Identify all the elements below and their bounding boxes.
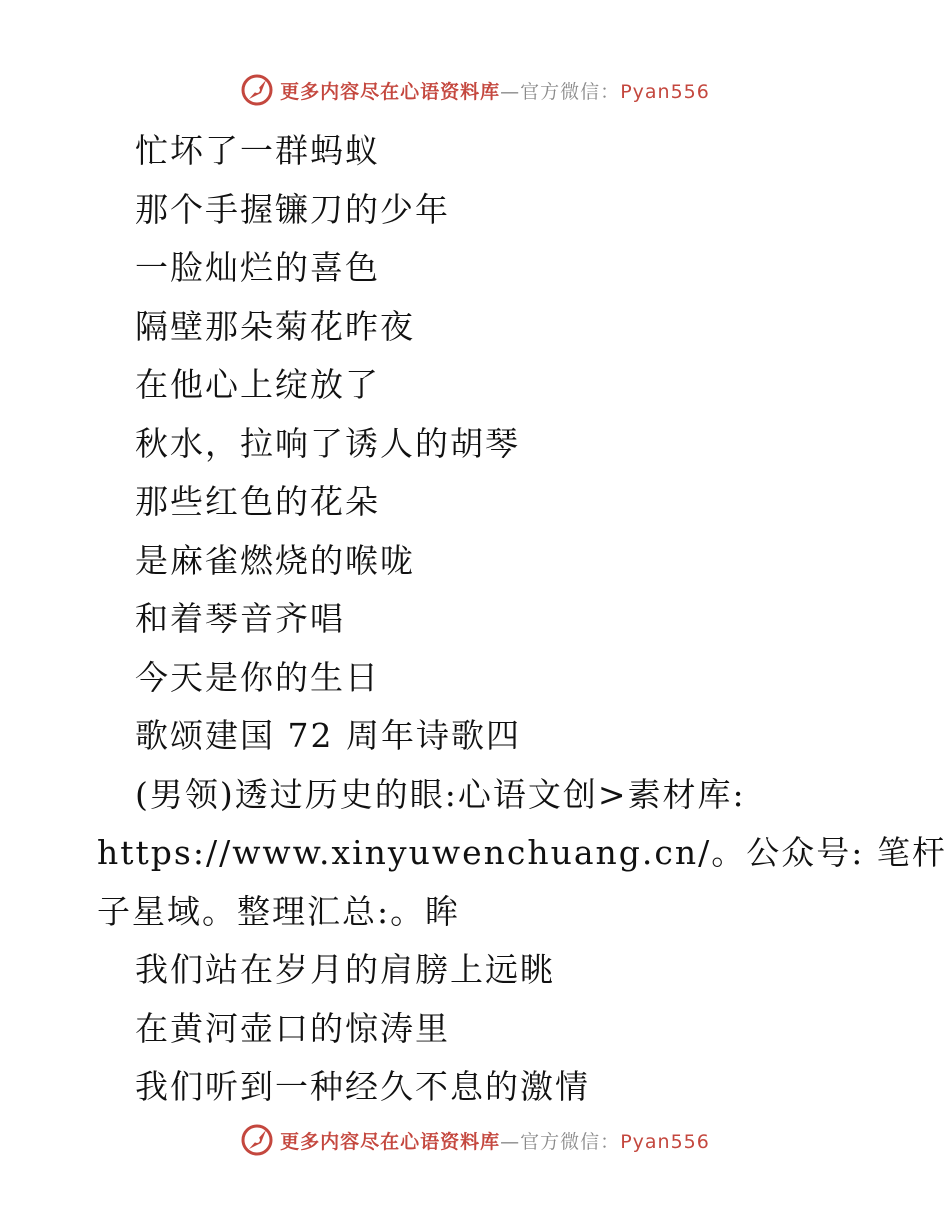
footer-banner	[0, 1120, 950, 1160]
poem-line: 是麻雀燃烧的喉咙	[135, 540, 415, 580]
poem-line: 在他心上绽放了	[135, 365, 380, 404]
banner-dash: —	[500, 80, 521, 103]
poem-line: 那些红色的花朵	[135, 482, 380, 521]
quill-logo-icon	[240, 1123, 274, 1157]
banner-wechat-label: 官方微信：	[520, 1130, 621, 1153]
poem-line: 那个手握镰刀的少年	[135, 189, 450, 229]
poem-line: 一脸灿烂的喜色	[135, 248, 380, 287]
poem-body	[97, 122, 947, 1117]
quill-logo-icon	[240, 73, 274, 107]
source-url-line: https://www.xinyuwenchuang.cn/。公众号: 笔杆	[97, 833, 947, 872]
poem-line: 秋水，拉响了诱人的胡琴	[135, 423, 520, 463]
poem-line: 隔壁那朵菊花昨夜	[135, 306, 415, 346]
poem-line: (男领)透过历史的眼:心语文创>素材库:	[135, 774, 746, 814]
poem-title: 歌颂建国 72 周年诗歌四	[135, 716, 521, 755]
poem-line: 在黄河壶口的惊涛里	[135, 1008, 450, 1048]
poem-line: 和着琴音齐唱	[135, 599, 345, 638]
source-note-line: 子星域。整理汇总:。眸	[97, 891, 461, 931]
banner-main-text: 更多内容尽在心语资料库	[280, 80, 501, 103]
poem-line: 今天是你的生日	[135, 657, 380, 697]
banner-main-text: 更多内容尽在心语资料库	[280, 1130, 501, 1153]
banner-text	[280, 1127, 710, 1154]
poem-line: 我们听到一种经久不息的激情	[135, 1067, 590, 1106]
header-banner	[0, 70, 950, 110]
banner-text	[280, 77, 710, 104]
poem-line: 忙坏了一群蚂蚁	[135, 131, 380, 170]
poem-line: 我们站在岁月的肩膀上远眺	[135, 950, 555, 989]
banner-wechat-label: 官方微信：	[520, 80, 621, 103]
banner-wechat-id: Pyan556	[620, 1130, 710, 1153]
banner-inner	[240, 73, 710, 107]
banner-dash: —	[500, 1130, 521, 1153]
banner-inner	[240, 1123, 710, 1157]
banner-wechat-id: Pyan556	[620, 80, 710, 103]
